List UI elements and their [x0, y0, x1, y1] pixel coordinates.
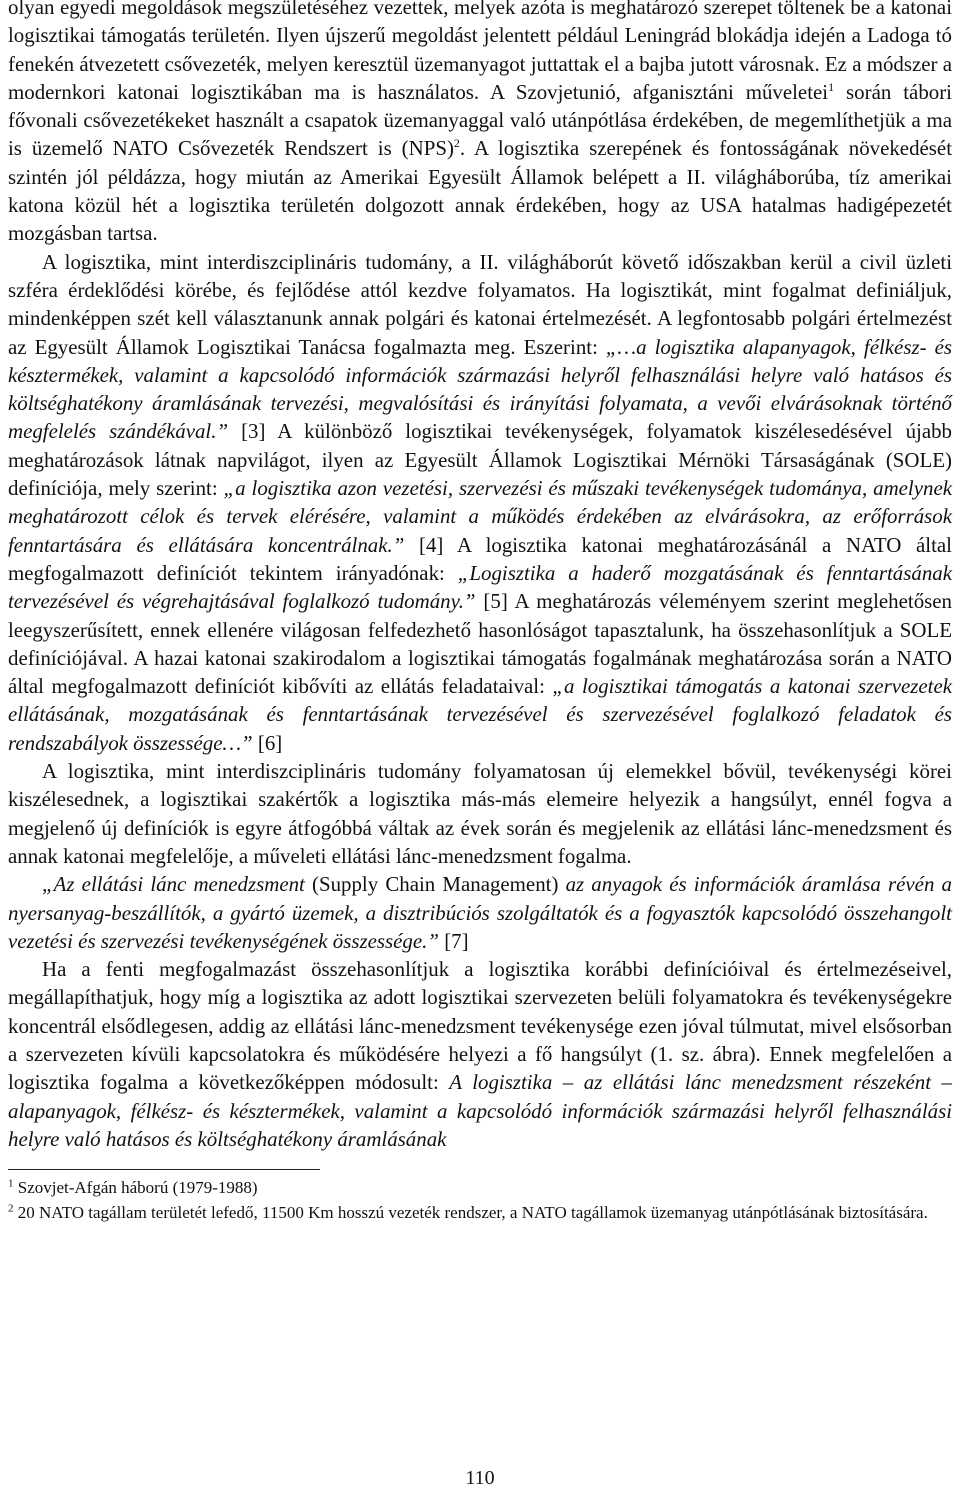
paragraph — [8, 0, 952, 248]
footnote — [8, 1176, 952, 1199]
text-run: [4] A logisztika katonai meghatározásánál a NATO által megfogalmazott definíciót tekintem irányadónak: — [8, 532, 952, 585]
text-run: (Supply Chain Management) — [304, 872, 566, 897]
text-run: A logisztika, mint interdiszciplináris tudomány, a II. világháborút követő időszakban kerül a civil üzleti szféra érdeklődési körébe, és fejlődése attól kezdve folyamatos. Ha logisztikát, mint fogalmat definiáljuk, mindenképpen szét kell választanunk annak polgári és katonai értelmezését. A legfontosabb polgári értelmezést az Egyesült Államok Logisztikai Tanácsa fogalmazta meg. Eszerint: — [8, 249, 952, 359]
paragraph — [8, 955, 952, 1153]
body-text — [8, 0, 952, 1153]
italic-quote: az anyagok és információk áramlása révén a nyersanyag-beszállítók, a gyártó üzemek, a disztribúciós szolgáltatók és a fogyasztók kapcsolódó összehangolt vezetési és szervezési tevékenységének összessége.” — [8, 872, 953, 953]
footnote-reference: 1 — [828, 79, 835, 94]
footnote-reference: 2 — [453, 136, 460, 151]
text-run: A logisztika, mint interdiszciplináris tudomány folyamatosan új elemekkel bővül, tevékenységi körei kiszélesednek, a logisztikai szakértők a logisztika más-más elemeire helyezik a hangsúlyt, ennél fogva a megjelenő új definíciók is egyre átfogóbbá váltak az évek során és megjelenik az ellátási lánc-menedzsment és annak katonai megfelelője, a műveleti ellátási lánc-menedzsment fogalma. — [8, 759, 952, 868]
text-run: . A logisztika szerepének és fontosságának növekedését szintén jól példázza, hogy miután az Amerikai Egyesült Államok belépett a II. világháborúba, tíz amerikai katona közül hét a logisztika területén dolgozott annak érdekében, hogy az USA hatalmas hadigépezetét mozgásban tartsa. — [8, 136, 952, 246]
footnote-text: Szovjet-Afgán háború (1979-1988) — [13, 1178, 258, 1198]
text-run: [6] — [252, 730, 283, 755]
text-run: [5] A meghatározás véleményem szerint meglehetősen leegyszerűsített, ennek ellenére világosan felfedezhető hasonlóságot tapasztalunk, ha összehasonlítjuk a SOLE definíciójával. A hazai katonai szakirodalom a logisztikai támogatás fogalmának meghatározása során a NATO által megfogalmazott definíciót kibővíti az ellátás feladataival: — [8, 589, 952, 699]
paragraph — [8, 870, 952, 955]
italic-quote: „Az ellátási lánc menedzsment — [42, 872, 305, 897]
footnote — [8, 1201, 952, 1224]
footnote-number: 1 — [8, 1177, 14, 1190]
text-run: [7] — [438, 928, 469, 953]
italic-quote: „a logisztika azon vezetési, szervezési és műszaki tevékenységek tudománya, amelynek meghatározott célok és tervek elérésére, valamint a működés érdekében az elvárásokra, az erőforrások fenntartására és ellátására koncentrálnak.” — [8, 476, 952, 557]
text-run: során tábori fővonali csővezetékeket használt a csapatok üzemanyaggal való utánpótlása érdekében, de megemlíthetjük a ma is üzemelő NATO Csővezeték Rendszert is (NPS) — [8, 79, 952, 161]
italic-quote: „Logisztika a haderő mozgatásának és fenntartásának tervezésével és végrehajtásával foglalkozó tudomány.” — [8, 560, 952, 614]
footnotes — [8, 1176, 952, 1224]
footnote-separator — [8, 1169, 320, 1170]
italic-quote: „…a logisztika alapanyagok, félkész- és késztermékek, valamint a kapcsolódó információk származási helyről felhasználási helyre való hatásos és költséghatékony áramlásának tervezési, megvalósítási és irányítási folyamata, a vevői elvárásoknak történő megfelelés szándékával.” — [8, 334, 952, 444]
page-number: 110 — [465, 1467, 495, 1489]
text-run: Ha a fenti megfogalmazást összehasonlítjuk a logisztika korábbi definícióival és értelmezéseivel, megállapíthatjuk, hogy míg a logisztika az adott logisztikai szervezeten belüli folyamatokra és tevékenységekre koncentrál elsődlegesen, addig az ellátási lánc-menedzsment tevékenysége ezen jóval túlmutat, mivel elsősorban a szervezeten kívüli kapcsolatokra és működésére helyezi a fő hangsúlyt (1. sz. ábra). Ennek megfelelően a logisztika fogalma a következőképpen módosult: — [8, 957, 952, 1095]
footnote-text: 20 NATO tagállam területét lefedő, 11500 Km hosszú vezeték rendszer, a NATO tagállamok üzemanyag utánpótlásának biztosítására. — [13, 1203, 928, 1223]
footnote-number: 2 — [8, 1202, 14, 1215]
paragraph — [8, 248, 952, 757]
text-run: olyan egyedi megoldások megszületéséhez vezettek, melyek azóta is meghatározó szerepet töltenek be a katonai logisztikai támogatás területén. Ilyen újszerű megoldást jelentett például Leningrád blokádja idején a Ladoga tó fenekén átvezetett csővezeték, melyen keresztül üzemanyagot juttattak el a bajba jutott városnak. Ez a módszer a modernkori katonai logisztikában ma is használatos. A Szovjetunió, afganisztáni műveletei — [8, 0, 952, 104]
paragraph — [8, 757, 952, 870]
italic-quote: A logisztika – az ellátási lánc menedzsment részeként – alapanyagok, félkész- és késztermékek, valamint a kapcsolódó információk származási helyről felhasználási helyre való hatásos és költséghatékony áramlásának — [8, 1070, 952, 1151]
italic-quote: „a logisztikai támogatás a katonai szervezetek ellátásának, mozgatásának és fenntartásának tervezésével és szervezésével foglalkozó feladatok és rendszabályok összessége…” — [8, 674, 952, 755]
text-run: [3] A különböző logisztikai tevékenységek, folyamatok kiszélesedésével újabb meghatározások látnak napvilágot, ilyen az Egyesült Államok Logisztikai Mérnöki Társaságának (SOLE) definíciója, mely szerint: — [8, 419, 952, 501]
